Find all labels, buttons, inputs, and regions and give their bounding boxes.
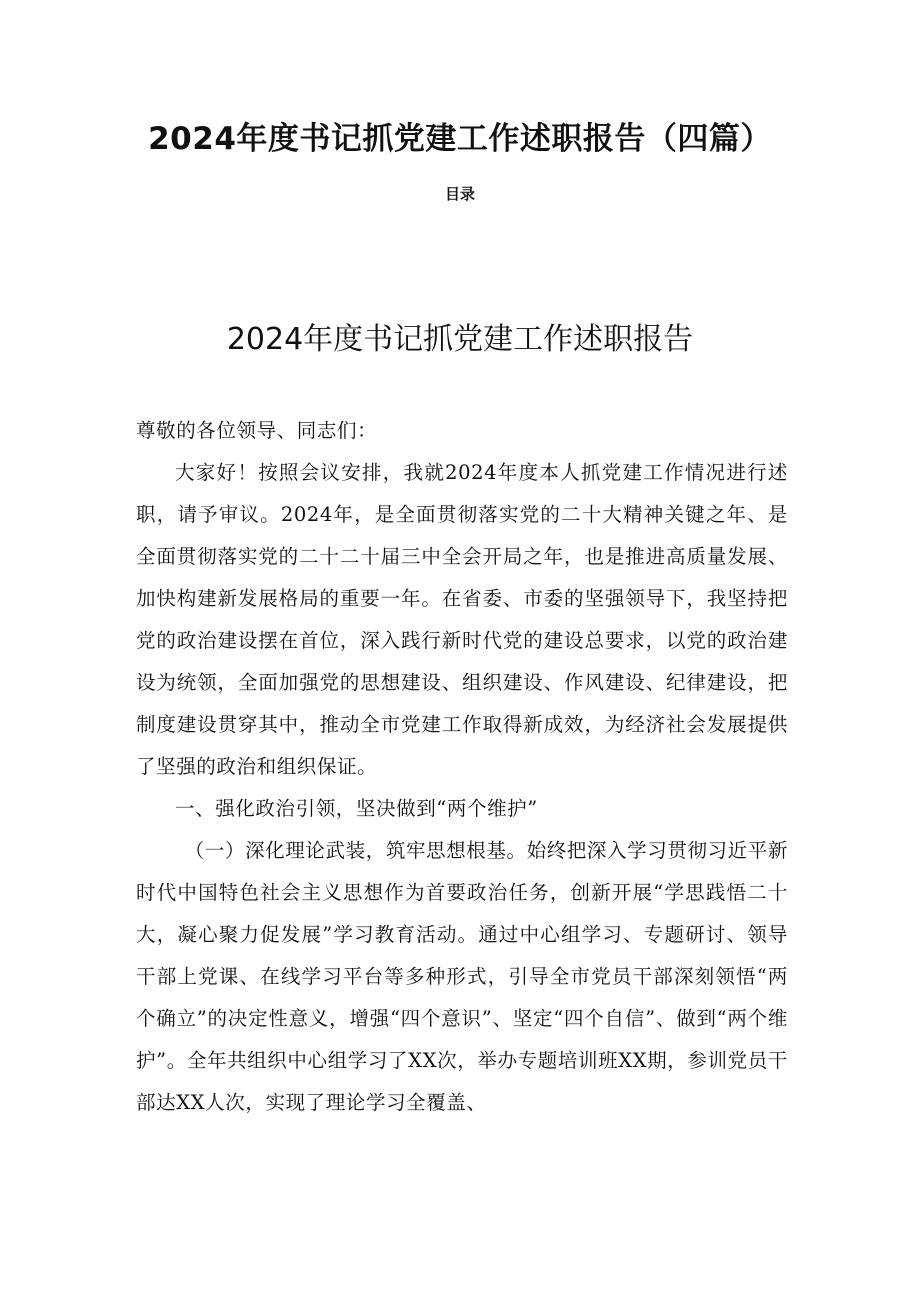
table-of-contents-label: 目录 <box>444 185 475 203</box>
salutation: 尊敬的各位领导、同志们： <box>136 419 378 442</box>
subsection-paragraph-1: （一）深化理论武装，筑牢思想根基。始终把深入学习贯彻习近平新时代中国特色社会主义思想作为首要政治任务，创新开展“学思践悟二十大，凝心聚力促发展”学习教育活动。通过中心组学习、专题研讨、领导干部上党课、在线学习平台等多种形式，引导全市党员干部深刻领悟“两个确立”的决定性意义，增强“四个意识”、坚定“四个自信”、做到“两个维护”。全年共组织中心组学习了XX次，举办专题培训班XX期，参训党员干部达XX人次，实现了理论学习全覆盖、 <box>136 839 788 1114</box>
document-main-title: 2024年度书记抓党建工作述职报告（四篇） <box>148 121 772 157</box>
section-heading-1: 一、强化政治引领，坚决做到“两个维护” <box>175 797 538 820</box>
intro-paragraph: 大家好！按照会议安排，我就2024年度本人抓党建工作情况进行述职，请予审议。2024年，是全面贯彻落实党的二十大精神关键之年、是全面贯彻落实党的二十二十届三中全会开局之年，也是推进高质量发展、加快构建新发展格局的重要一年。在省委、市委的坚强领导下，我坚持把党的政治建设摆在首位，深入践行新时代党的建设总要求，以党的政治建设为统领，全面加强党的思想建设、组织建设、作风建设、纪律建设，把制度建设贯穿其中，推动全市党建工作取得新成效，为经济社会发展提供了坚强的政治和组织保证。 <box>136 461 788 778</box>
report-body <box>136 410 788 1124</box>
report-title: 2024年度书记抓党建工作述职报告 <box>226 322 694 357</box>
